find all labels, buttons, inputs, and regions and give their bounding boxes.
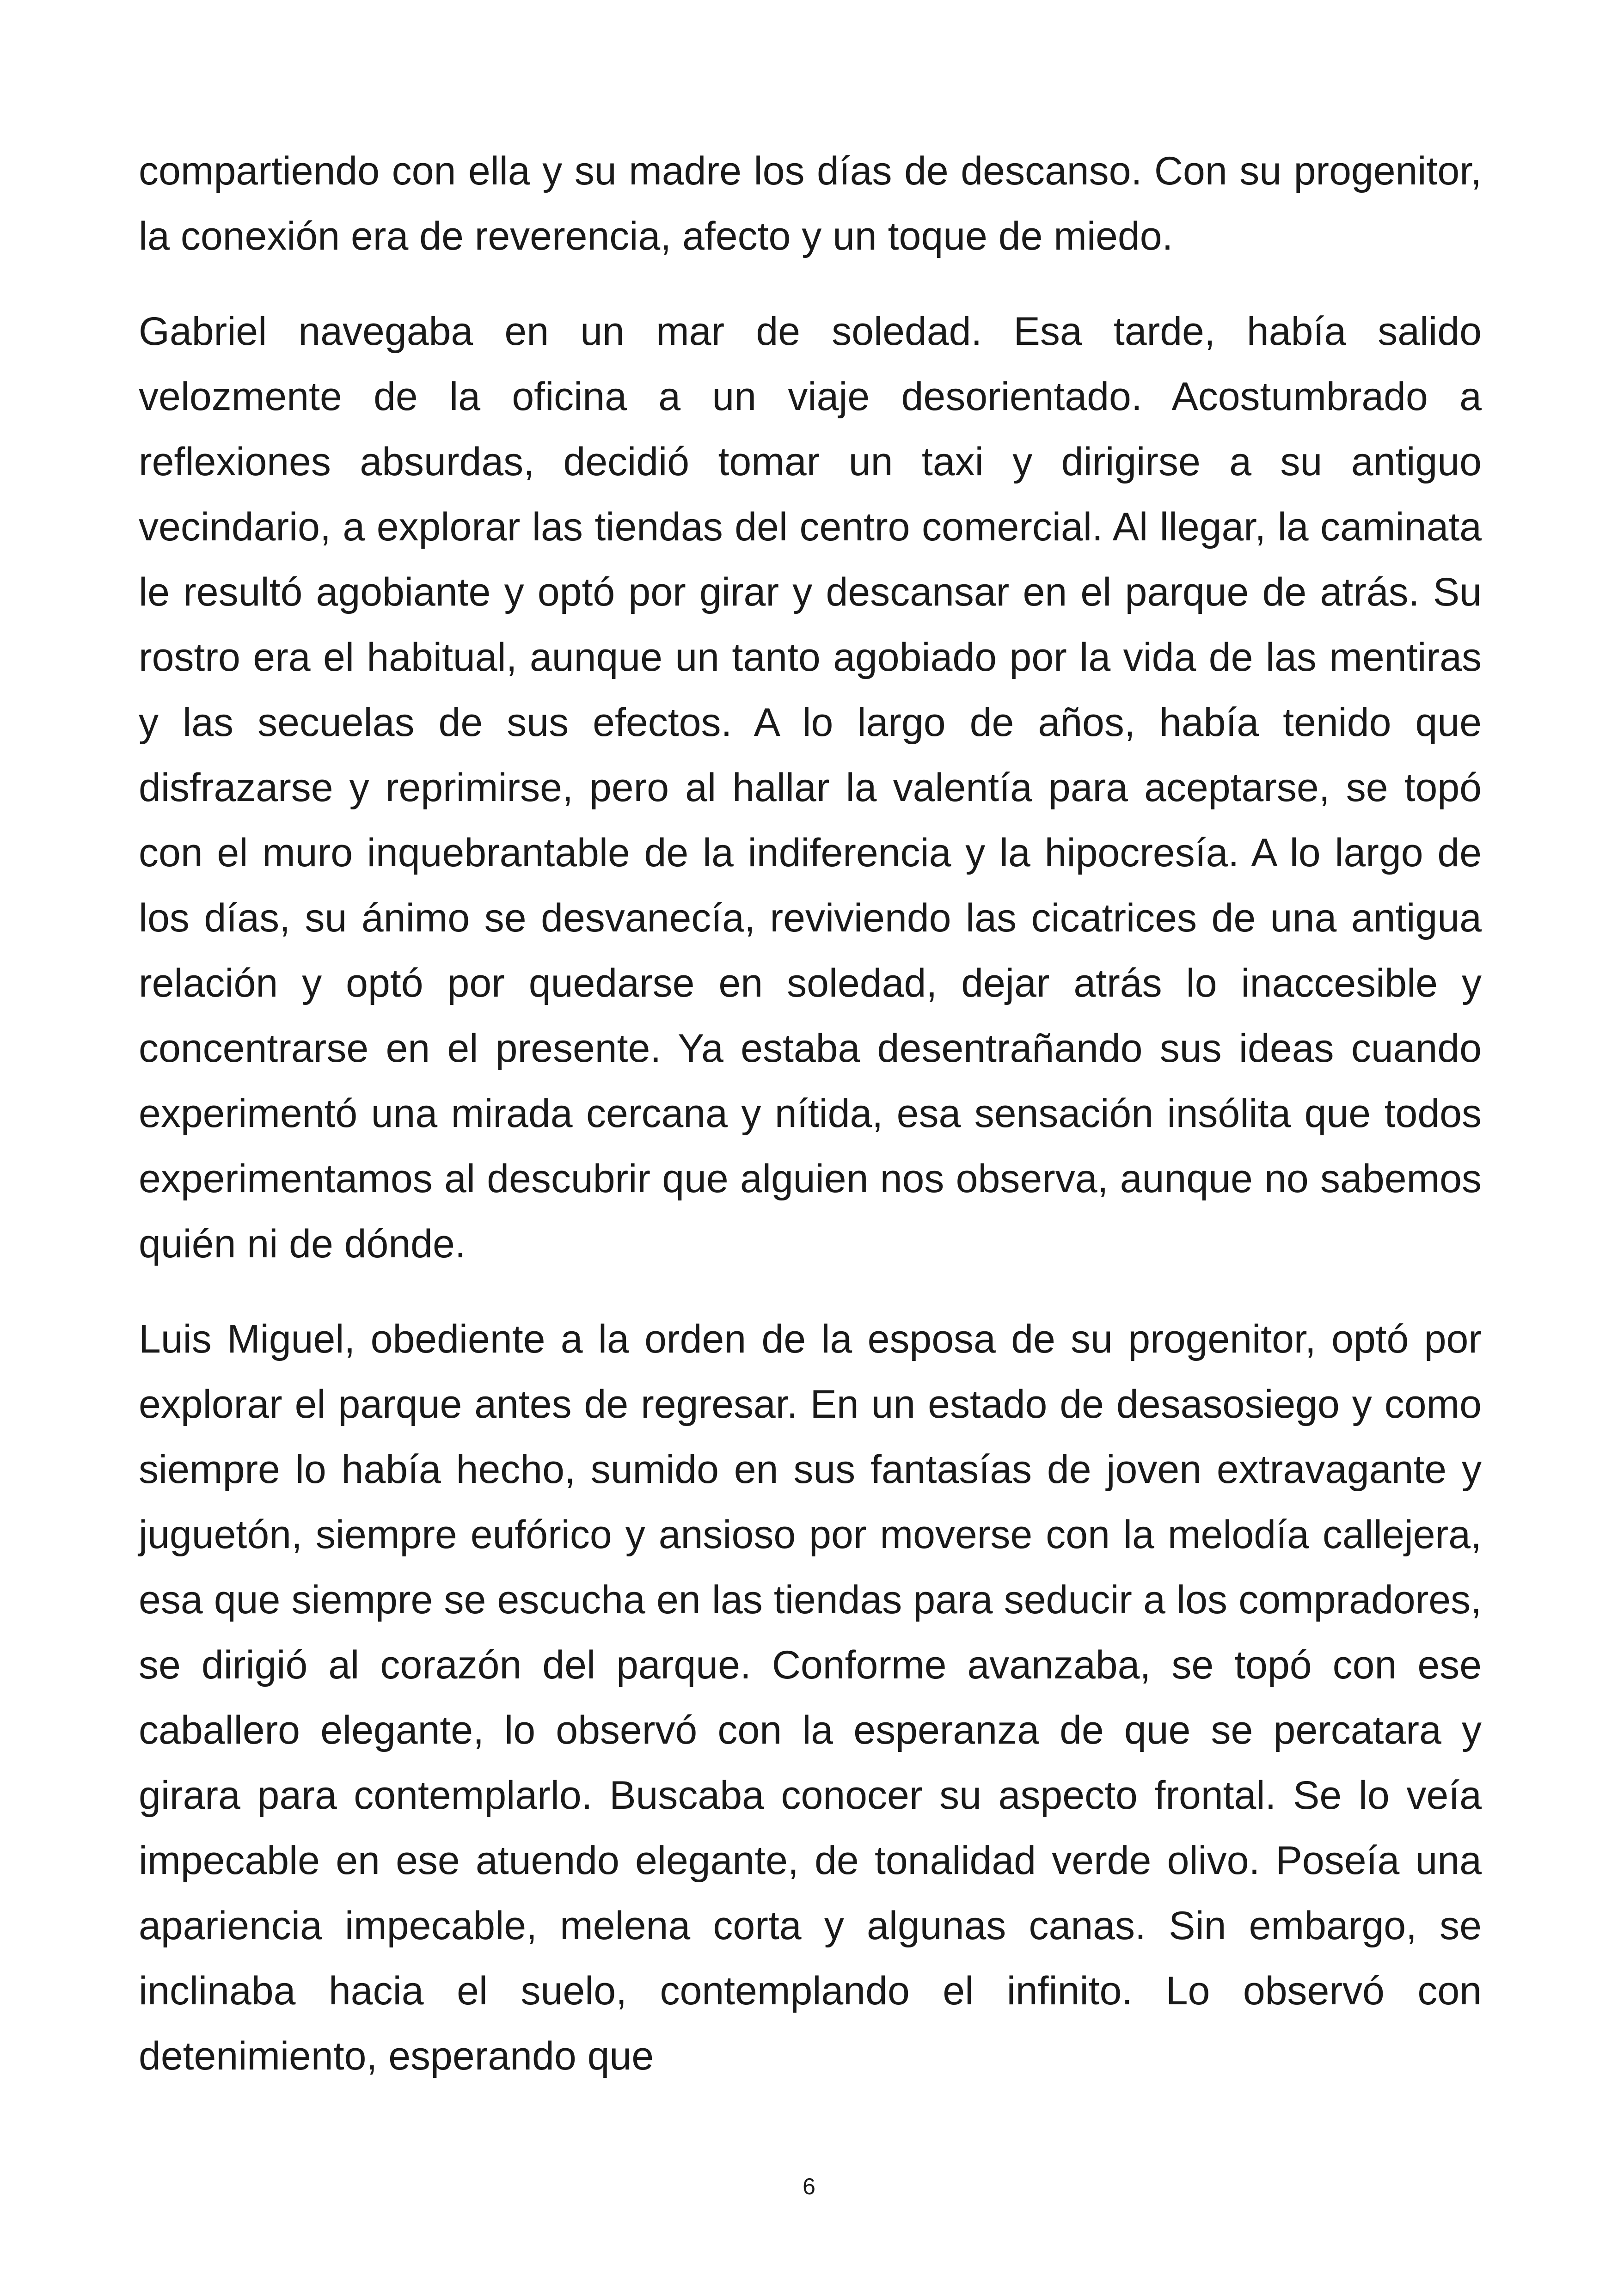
paragraph: Luis Miguel, obediente a la orden de la esposa de su progenitor, optó por explorar el parque antes de regresar. En un estado de desasosiego y como siempre lo había hecho, sumido en sus fantasías de joven extravagante y juguetón, siempre eufórico y ansioso por moverse con la melodía callejera, esa que siempre se escucha en las tiendas para seducir a los compradores, se dirigió al corazón del parque. Conforme avanzaba, se topó con ese caballero elegante, lo observó con la esperanza de que se percatara y girara para contemplarlo. Buscaba conocer su aspecto frontal. Se lo veía impecable en ese atuendo elegante, de tonalidad verde olivo. Poseía una apariencia impecable, melena corta y algunas canas. Sin embargo, se inclinaba hacia el suelo, contemplando el infinito. Lo observó con detenimiento, esperando que bbox=[139, 1317, 1482, 2078]
paragraph: compartiendo con ella y su madre los días de descanso. Con su progenitor, la conexión era de reverencia, afecto y un toque de miedo. bbox=[139, 149, 1482, 258]
page-number: 6 bbox=[803, 2174, 815, 2199]
body-text bbox=[139, 139, 1482, 2089]
paragraph: Gabriel navegaba en un mar de soledad. Esa tarde, había salido velozmente de la oficina a un viaje desorientado. Acostumbrado a reflexiones absurdas, decidió tomar un taxi y dirigirse a su antiguo vecindario, a explorar las tiendas del centro comercial. Al llegar, la caminata le resultó agobiante y optó por girar y descansar en el parque de atrás. Su rostro era el habitual, aunque un tanto agobiado por la vida de las mentiras y las secuelas de sus efectos. A lo largo de años, había tenido que disfrazarse y reprimirse, pero al hallar la valentía para aceptarse, se topó con el muro inquebrantable de la indiferencia y la hipocresía. A lo largo de los días, su ánimo se desvanecía, reviviendo las cicatrices de una antigua relación y optó por quedarse en soledad, dejar atrás lo inaccesible y concentrarse en el presente. Ya estaba desentrañando sus ideas cuando experimentó una mirada cercana y nítida, esa sensación insólita que todos experimentamos al descubrir que alguien nos observa, aunque no sabemos quién ni de dónde. bbox=[139, 309, 1482, 1266]
